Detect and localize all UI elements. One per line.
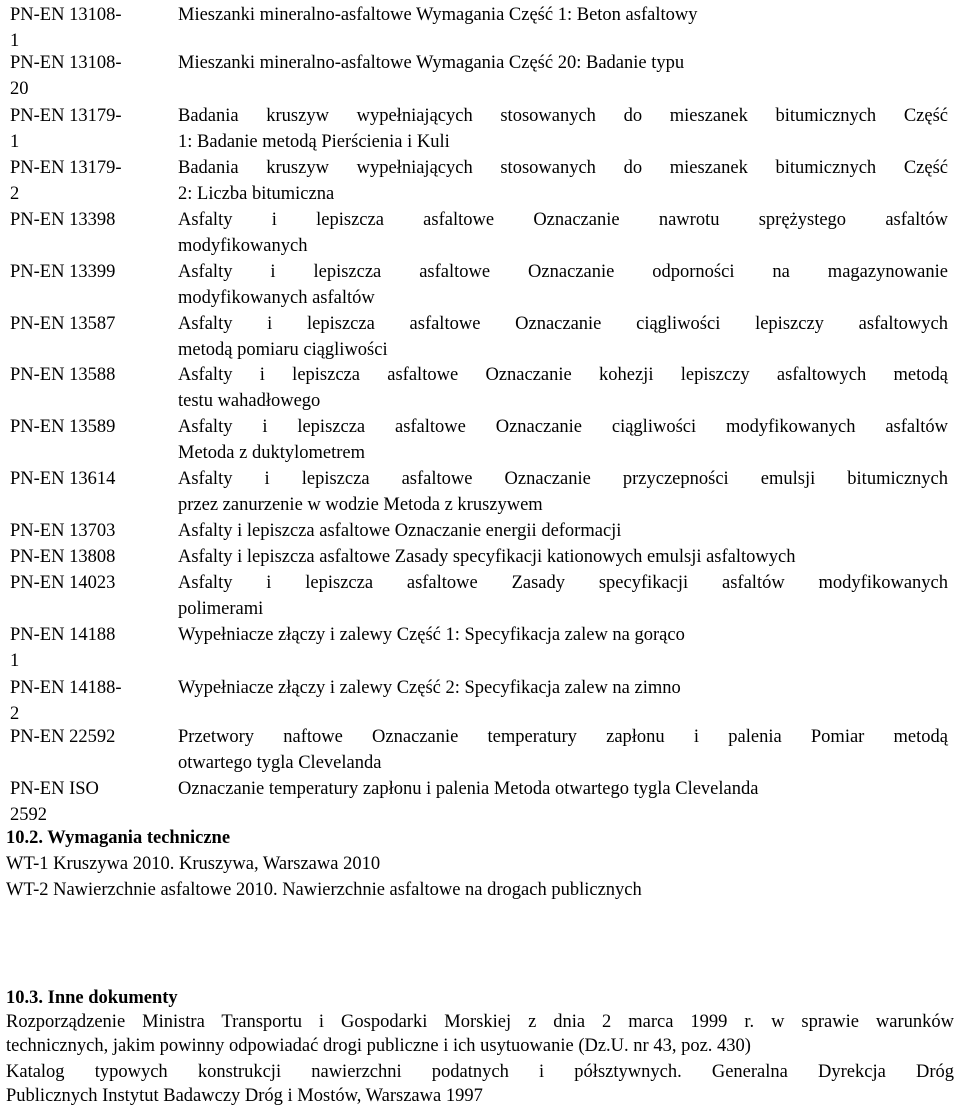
standard-title-line: Badania kruszyw wypełniających stosowanych do mieszanek bitumicznych Część (178, 106, 948, 126)
standard-row (0, 518, 960, 544)
standard-code-line: PN-EN 22592 (10, 727, 116, 747)
standard-title (178, 207, 948, 259)
standard-title-line: Badania kruszyw wypełniających stosowanych do mieszanek bitumicznych Część (178, 158, 948, 178)
standard-code (10, 103, 158, 155)
standard-title (178, 724, 948, 776)
standard-code-line: 2592 (10, 805, 47, 825)
standard-code-line: PN-EN 13398 (10, 210, 116, 230)
standard-code (10, 466, 158, 492)
standard-row (0, 466, 960, 516)
standard-code (10, 570, 158, 596)
reference-line: WT-2 Nawierzchnie asfaltowe 2010. Nawierzchnie asfaltowe na drogach publicznych (6, 880, 642, 900)
standard-code-line: PN-EN 13588 (10, 365, 116, 385)
standard-row (0, 311, 960, 361)
standard-code-line: PN-EN 13108- (10, 53, 122, 73)
standard-code-text: PN-EN ISO (10, 779, 99, 799)
standard-code-line: PN-EN 13703 (10, 521, 116, 541)
standard-title (178, 466, 948, 518)
standard-code (10, 518, 158, 544)
standard-row (0, 2, 960, 51)
standard-code-line: PN-EN 13587 (10, 314, 116, 334)
standard-title (178, 362, 948, 414)
section-heading: 10.3. Inne dokumenty (6, 988, 178, 1008)
standard-code-line: PN-EN 13614 (10, 469, 116, 489)
standard-code-line (10, 776, 158, 802)
standard-row (0, 724, 960, 774)
standard-title (178, 776, 948, 802)
standard-code-line: PN-EN 13589 (10, 417, 116, 437)
standard-code (10, 776, 158, 828)
standard-code (10, 414, 158, 440)
standard-code-line: PN-EN 13399 (10, 262, 116, 282)
standard-code-line: 1 (10, 31, 20, 51)
reference-paragraph (6, 1010, 954, 1058)
paragraph-line: Katalog typowych konstrukcji nawierzchni podatnych i półsztywnych. Generalna Dyrekcja Dróg (6, 1062, 954, 1082)
standard-title-line: metodą pomiaru ciągliwości (178, 340, 388, 360)
standard-row (0, 362, 960, 412)
standard-code (10, 207, 158, 233)
standard-code-line: 1 (10, 132, 20, 152)
standard-code (10, 724, 158, 750)
standard-title-line: Asfalty i lepiszcza asfaltowe Oznaczanie ciągliwości lepiszczy asfaltowych (178, 314, 948, 334)
standard-row (0, 207, 960, 257)
standard-title-line: przez zanurzenie w wodzie Metoda z kruszywem (178, 495, 543, 515)
standard-title-line: Asfalty i lepiszcza asfaltowe Oznaczanie energii deformacji (178, 521, 622, 541)
standard-code (10, 311, 158, 337)
standard-row (0, 622, 960, 672)
standard-title (178, 414, 948, 466)
standard-code-line: PN-EN 14023 (10, 573, 116, 593)
standard-code (10, 675, 158, 727)
standard-code-line: PN-EN 13808 (10, 547, 116, 567)
section-heading: 10.2. Wymagania techniczne (6, 828, 231, 848)
standard-title-line: Asfalty i lepiszcza asfaltowe Zasady specyfikacji asfaltów modyfikowanych (178, 573, 948, 593)
standard-title (178, 544, 948, 570)
standard-row (0, 259, 960, 309)
standard-title-line: Asfalty i lepiszcza asfaltowe Oznaczanie przyczepności emulsji bitumicznych (178, 469, 948, 489)
standard-title-line: 2: Liczba bitumiczna (178, 184, 335, 204)
standard-row (0, 103, 960, 153)
standard-title-line: Wypełniacze złączy i zalewy Część 1: Specyfikacja zalew na gorąco (178, 625, 685, 645)
standard-code (10, 362, 158, 388)
standard-title-line: Mieszanki mineralno-asfaltowe Wymagania Część 1: Beton asfaltowy (178, 5, 698, 25)
standard-title-line: Asfalty i lepiszcza asfaltowe Oznaczanie odporności na magazynowanie (178, 262, 948, 282)
standard-row (0, 155, 960, 205)
standard-row (0, 675, 960, 725)
standard-code (10, 155, 158, 207)
standard-title-line: Mieszanki mineralno-asfaltowe Wymagania Część 20: Badanie typu (178, 53, 685, 73)
standard-title-line: Metoda z duktylometrem (178, 443, 366, 463)
standard-code-line: PN-EN 13108- (10, 5, 122, 25)
standard-row (0, 776, 960, 828)
reference-line: WT-1 Kruszywa 2010. Kruszywa, Warszawa 2010 (6, 854, 381, 874)
standard-title (178, 675, 948, 701)
standard-code (10, 544, 158, 570)
standard-row (0, 570, 960, 620)
standard-title-line: Przetwory naftowe Oznaczanie temperatury zapłonu i palenia Pomiar metodą (178, 727, 948, 747)
standard-title (178, 50, 948, 76)
standard-title (178, 2, 948, 28)
standard-title-line: 1: Badanie metodą Pierścienia i Kuli (178, 132, 450, 152)
standard-code-line: PN-EN 14188- (10, 678, 122, 698)
standard-code-line: 1 (10, 651, 20, 671)
standard-title (178, 311, 948, 363)
standard-title-line: otwartego tygla Clevelanda (178, 753, 382, 773)
standard-code (10, 259, 158, 285)
standard-title-line: modyfikowanych (178, 236, 308, 256)
standard-title-line: Asfalty i lepiszcza asfaltowe Oznaczanie kohezji lepiszczy asfaltowych metodą (178, 365, 948, 385)
standard-code (10, 622, 158, 674)
standard-row (0, 414, 960, 464)
standard-title (178, 518, 948, 544)
standard-title (178, 622, 948, 648)
standard-code-line: 2 (10, 184, 20, 204)
standard-title-line: testu wahadłowego (178, 391, 321, 411)
standard-title-line: modyfikowanych asfaltów (178, 288, 375, 308)
standard-code-line: PN-EN 13179- (10, 106, 122, 126)
standard-title (178, 570, 948, 622)
paragraph-line: Publicznych Instytut Badawczy Dróg i Mostów, Warszawa 1997 (6, 1086, 483, 1106)
standard-title-line: Asfalty i lepiszcza asfaltowe Oznaczanie nawrotu sprężystego asfaltów (178, 210, 948, 230)
standard-code (10, 50, 158, 102)
paragraph-line: Rozporządzenie Ministra Transportu i Gospodarki Morskiej z dnia 2 marca 1999 r. w sprawie warunków (6, 1012, 954, 1032)
standard-title (178, 259, 948, 311)
standard-code-line: PN-EN 13179- (10, 158, 122, 178)
standard-title-line: polimerami (178, 599, 264, 619)
standard-title (178, 103, 948, 155)
standard-title-line: Oznaczanie temperatury zapłonu i palenia Metoda otwartego tygla Clevelanda (178, 779, 759, 799)
standard-code-line: 2 (10, 704, 20, 724)
reference-paragraph (6, 1060, 954, 1108)
standard-code-line: 20 (10, 79, 29, 99)
standard-title (178, 155, 948, 207)
standard-code-line: PN-EN 14188 (10, 625, 116, 645)
standard-title-line: Asfalty i lepiszcza asfaltowe Oznaczanie ciągliwości modyfikowanych asfaltów (178, 417, 948, 437)
paragraph-line: technicznych, jakim powinny odpowiadać drogi publiczne i ich usytuowanie (Dz.U. nr 43, poz. 430) (6, 1036, 751, 1056)
standard-code (10, 2, 158, 54)
standard-row (0, 544, 960, 570)
standard-title-line: Wypełniacze złączy i zalewy Część 2: Specyfikacja zalew na zimno (178, 678, 681, 698)
standard-title-line: Asfalty i lepiszcza asfaltowe Zasady specyfikacji kationowych emulsji asfaltowych (178, 547, 796, 567)
standard-row (0, 50, 960, 99)
